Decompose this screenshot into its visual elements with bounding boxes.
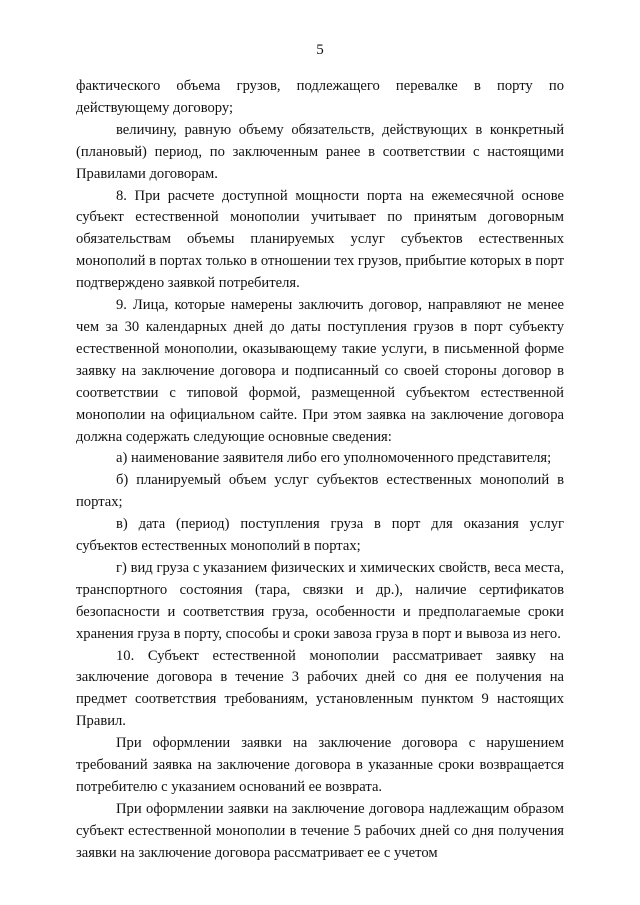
subitem-a: а) наименование заявителя либо его уполномоченного представителя; xyxy=(116,450,552,467)
page-number: 5 xyxy=(316,42,324,58)
subitem-v: в) дата (период) поступления груза в порт для оказания услуг субъектов естественных монополий в портах; xyxy=(76,516,564,555)
paragraph-obligations-volume: величину, равную объему обязательств, действующих в конкретный (плановый) период, по заключенным ранее в соответствии с настоящими Правилами договорам. xyxy=(76,121,564,182)
document-body xyxy=(76,76,564,865)
paragraph-item-9: 9. Лица, которые намерены заключить договор, направляют не менее чем за 30 календарных дней до даты поступления грузов в порт субъекту естественной монополии, оказывающему такие услуги, в письменной форме заявку на заключение договора и подписанный со своей стороны договор в соответствии с типовой формой, размещенной субъектом естественной монополии на официальном сайте. При этом заявка на заключение договора должна содержать следующие основные сведения: xyxy=(76,297,564,445)
paragraph-item-8: 8. При расчете доступной мощности порта на ежемесячной основе субъект естественной монополии учитывает по принятым договорным обязательствам объемы планируемых услуг субъектов естественных монополий в портах только в отношении тех грузов, прибытие которых в порт подтверждено заявкой потребителя. xyxy=(76,187,565,292)
paragraph-continuation: фактического объема грузов, подлежащего перевалке в порту по действующему договору; xyxy=(76,78,564,116)
paragraph-proper-application: При оформлении заявки на заключение договора надлежащим образом субъект естественной монополии в течение 5 рабочих дней со дня получения заявки на заключение договора рассматривает ее с учетом xyxy=(76,800,564,861)
subitem-g: г) вид груза с указанием физических и химических свойств, веса места, транспортного состояния (тара, связки и др.), наличие сертификатов безопасности и соответствия груза, особенности и предполагаемые сроки хранения груза в порту, способы и сроки завоза груза в порт и вывоза из него. xyxy=(76,559,564,642)
paragraph-item-10: 10. Субъект естественной монополии рассматривает заявку на заключение договора в течение 3 рабочих дней со дня ее получения на предмет соответствия требованиям, установленным пунктом 9 настоящих Правил. xyxy=(76,647,564,730)
subitem-b: б) планируемый объем услуг субъектов естественных монополий в портах; xyxy=(76,472,564,511)
paragraph-return-application: При оформлении заявки на заключение договора с нарушением требований заявка на заключение договора в указанные сроки возвращается потребителю с указанием оснований ее возврата. xyxy=(76,735,564,795)
